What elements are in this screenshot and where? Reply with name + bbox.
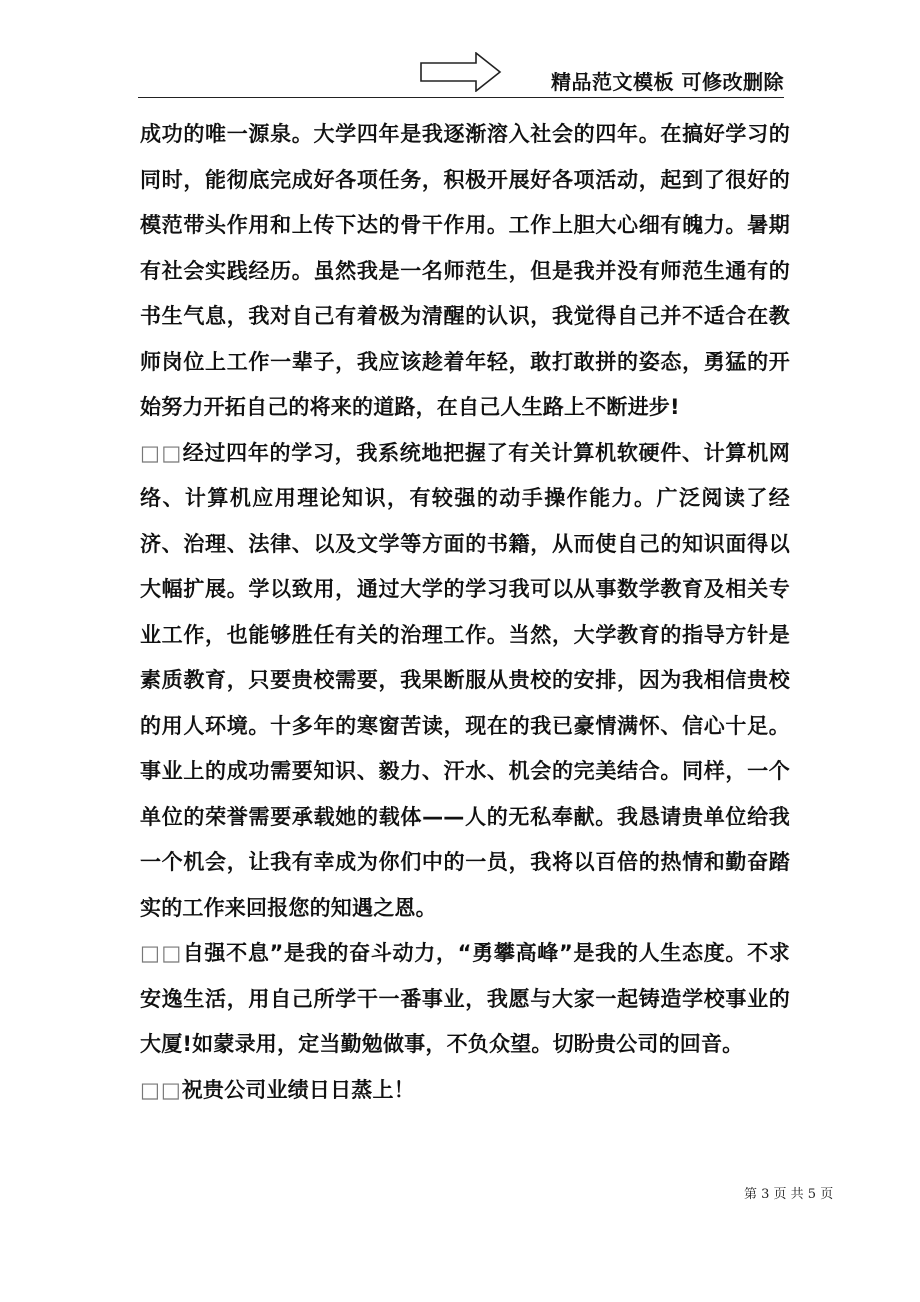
right-arrow-icon xyxy=(420,52,502,92)
paragraph xyxy=(140,431,790,932)
paragraph-text: 经过四年的学习，我系统地把握了有关计算机软硬件、计算机网络、计算机应用理论知识，有较强的动手操作能力。广泛阅读了经济、治理、法律、以及文学等方面的书籍，从而使自己的知识面得以大幅扩展。学以致用，通过大学的学习我可以从事数学教育及相关专业工作，也能够胜任有关的治理工作。当然，大学教育的指导方针是素质教育，只要贵校需要，我果断服从贵校的安排，因为我相信贵校的用人环境。十多年的寒窗苦读，现在的我已豪情满怀、信心十足。事业上的成功需要知识、毅力、汗水、机会的完美结合。同样，一个单位的荣誉需要承载她的载体——人的无私奉献。我恳请贵单位给我一个机会，让我有幸成为你们中的一员，我将以百倍的热情和勤奋踏实的工作来回报您的知遇之恩。 xyxy=(140,440,790,920)
paragraph-indent: □□ xyxy=(140,941,183,965)
paragraph-text: 自强不息”是我的奋斗动力，“勇攀高峰”是我的人生态度。不求安逸生活，用自己所学干一番事业，我愿与大家一起铸造学校事业的大厦!如蒙录用，定当勤勉做事，不负众望。切盼贵公司的回音。 xyxy=(140,941,791,1056)
header-title: 精品范文模板 可修改删除 xyxy=(551,70,784,94)
paragraph-indent: □□ xyxy=(140,440,183,465)
paragraph xyxy=(140,1068,790,1114)
page-header xyxy=(138,48,784,100)
page-number: 第 3 页 共 5 页 xyxy=(744,1187,834,1202)
header-divider xyxy=(138,97,784,98)
paragraph xyxy=(140,112,790,431)
paragraph-text: 成功的唯一源泉。大学四年是我逐渐溶入社会的四年。在搞好学习的同时，能彻底完成好各项任务，积极开展好各项活动，起到了很好的模范带头作用和上传下达的骨干作用。工作上胆大心细有魄力。暑期有社会实践经历。虽然我是一名师范生，但是我并没有师范生通有的书生气息，我对自己有着极为清醒的认识，我觉得自己并不适合在教师岗位上工作一辈子，我应该趁着年轻，敢打敢拼的姿态，勇猛的开始努力开拓自己的将来的道路，在自己人生路上不断进步! xyxy=(140,122,790,419)
paragraph xyxy=(140,931,790,1068)
paragraph-text: 祝贵公司业绩日日蒸上！ xyxy=(181,1077,415,1102)
paragraph-indent: □□ xyxy=(140,1077,182,1102)
document-body xyxy=(140,112,790,1113)
